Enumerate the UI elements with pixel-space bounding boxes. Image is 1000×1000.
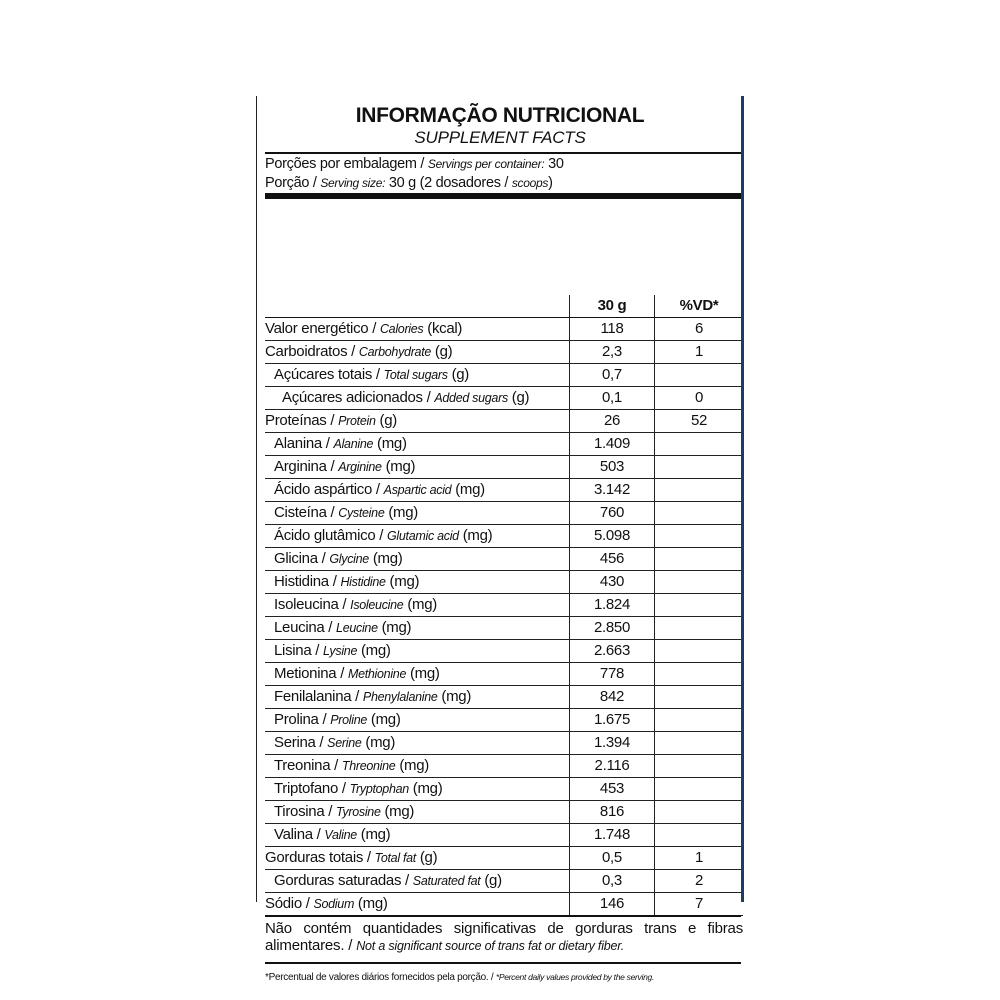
table-row (265, 731, 743, 754)
nutrient-amount: 430 (570, 570, 655, 593)
table-row (265, 800, 743, 823)
nutrient-daily-value (655, 639, 744, 662)
table-header-row (265, 295, 743, 317)
nutrient-name: Sódio / Sodium (mg) (265, 894, 388, 912)
nutrient-name: Lisina / Lysine (mg) (274, 641, 391, 659)
nutrition-label (256, 96, 743, 983)
nutrient-daily-value (655, 432, 744, 455)
nutrient-amount: 453 (570, 777, 655, 800)
table-row (265, 547, 743, 570)
nutrient-name: Leucina / Leucine (mg) (274, 618, 412, 636)
nutrient-name: Açúcares totais / Total sugars (g) (274, 365, 470, 383)
nutrient-name: Valor energético / Calories (kcal) (265, 319, 463, 337)
nutrient-daily-value (655, 593, 744, 616)
nutrient-daily-value: 1 (694, 849, 704, 867)
title-pt: INFORMAÇÃO NUTRICIONAL (355, 104, 645, 127)
table-row (265, 524, 743, 547)
table-row (265, 409, 743, 432)
daily-value-footnote: *Percentual de valores diários fornecidos pela porção. / *Percent daily values provided by the serving. (265, 972, 655, 983)
nutrient-amount: 1.824 (570, 593, 655, 616)
nutrient-name: Carboidratos / Carbohydrate (g) (265, 342, 453, 360)
nutrient-name: Cisteína / Cysteine (mg) (274, 503, 418, 521)
nutrient-amount: 1.675 (570, 708, 655, 731)
nutrient-amount: 503 (570, 455, 655, 478)
thick-divider (265, 193, 741, 199)
nutrient-name: Açúcares adicionados / Added sugars (g) (282, 388, 530, 406)
table-row (265, 386, 743, 409)
nutrient-amount: 0,3 (570, 869, 655, 892)
divider (265, 962, 741, 964)
nutrient-daily-value (655, 731, 744, 754)
nutrient-name: Gorduras totais / Total fat (g) (265, 848, 438, 866)
nutrient-amount: 456 (570, 547, 655, 570)
nutrient-amount: 5.098 (570, 524, 655, 547)
nutrient-daily-value: 52 (690, 412, 708, 430)
nutrient-amount: 816 (570, 800, 655, 823)
nutrient-name: Ácido glutâmico / Glutamic acid (mg) (274, 526, 493, 544)
nutrient-daily-value (655, 823, 744, 846)
nutrient-name: Glicina / Glycine (mg) (274, 549, 403, 567)
nutrient-amount: 26 (570, 409, 655, 432)
nutrient-amount: 0,7 (570, 363, 655, 386)
nutrient-daily-value: 6 (694, 320, 704, 338)
divider (265, 152, 741, 154)
nutrient-daily-value: 1 (694, 343, 704, 361)
divider (265, 915, 741, 917)
nutrient-amount: 0,1 (570, 386, 655, 409)
table-row (265, 754, 743, 777)
table-row (265, 639, 743, 662)
table-row (265, 501, 743, 524)
nutrient-amount: 778 (570, 662, 655, 685)
nutrient-amount: 0,5 (570, 846, 655, 869)
nutrient-name: Tirosina / Tyrosine (mg) (274, 802, 415, 820)
nutrient-name: Metionina / Methionine (mg) (274, 664, 440, 682)
nutrient-amount: 1.394 (570, 731, 655, 754)
column-header-amount: 30 g (570, 295, 655, 317)
servings-per-container: Porções por embalagem / Servings per container: 30 (265, 156, 564, 172)
label-edge-border (741, 96, 744, 902)
title-en: SUPPLEMENT FACTS (414, 128, 586, 147)
not-significant-note: Não contém quantidades significativas de gorduras trans e fibras alimentares. / Not a significant source of trans fat or dietary fiber. (265, 920, 743, 954)
nutrient-name: Isoleucina / Isoleucine (mg) (274, 595, 437, 613)
table-row (265, 662, 743, 685)
table-row (265, 363, 743, 386)
nutrient-name: Arginina / Arginine (mg) (274, 457, 416, 475)
nutrient-name: Gorduras saturadas / Saturated fat (g) (274, 871, 502, 889)
table-row (265, 455, 743, 478)
serving-size: Porção / Serving size: 30 g (2 dosadores / scoops) (265, 175, 553, 191)
nutrient-name: Histidina / Histidine (mg) (274, 572, 420, 590)
table-row (265, 869, 743, 892)
nutrient-amount: 118 (570, 317, 655, 340)
table-row (265, 892, 743, 915)
table-row (265, 685, 743, 708)
nutrient-name: Serina / Serine (mg) (274, 733, 396, 751)
nutrient-daily-value (655, 363, 744, 386)
table-row (265, 570, 743, 593)
nutrient-daily-value (655, 570, 744, 593)
nutrient-daily-value (655, 501, 744, 524)
nutrient-amount: 146 (570, 892, 655, 915)
nutrient-daily-value: 7 (694, 895, 704, 913)
nutrient-daily-value (655, 455, 744, 478)
table-row (265, 317, 743, 340)
nutrient-name: Ácido aspártico / Aspartic acid (mg) (274, 480, 485, 498)
nutrient-daily-value (655, 478, 744, 501)
nutrient-daily-value (655, 616, 744, 639)
nutrient-name: Triptofano / Tryptophan (mg) (274, 779, 443, 797)
table-row (265, 823, 743, 846)
nutrient-amount: 2.850 (570, 616, 655, 639)
table-row (265, 846, 743, 869)
nutrient-daily-value (655, 662, 744, 685)
nutrient-name: Fenilalanina / Phenylalanine (mg) (274, 687, 472, 705)
nutrition-table (265, 295, 743, 916)
table-row (265, 616, 743, 639)
nutrient-amount: 2.663 (570, 639, 655, 662)
table-row (265, 340, 743, 363)
nutrient-amount: 2,3 (570, 340, 655, 363)
nutrient-name: Treonina / Threonine (mg) (274, 756, 429, 774)
table-row (265, 432, 743, 455)
nutrient-daily-value: 2 (694, 872, 704, 890)
nutrient-amount: 1.748 (570, 823, 655, 846)
nutrient-name: Proteínas / Protein (g) (265, 411, 397, 429)
nutrient-amount: 760 (570, 501, 655, 524)
nutrient-daily-value (655, 524, 744, 547)
nutrient-amount: 842 (570, 685, 655, 708)
nutrient-daily-value (655, 547, 744, 570)
nutrient-name: Valina / Valine (mg) (274, 825, 391, 843)
nutrient-name: Alanina / Alanine (mg) (274, 434, 407, 452)
nutrient-daily-value (655, 777, 744, 800)
nutrient-daily-value (655, 685, 744, 708)
nutrient-amount: 2.116 (570, 754, 655, 777)
nutrient-daily-value: 0 (694, 389, 704, 407)
nutrient-amount: 1.409 (570, 432, 655, 455)
table-row (265, 478, 743, 501)
nutrient-amount: 3.142 (570, 478, 655, 501)
column-header-dv: %VD* (679, 297, 719, 315)
table-row (265, 593, 743, 616)
table-row (265, 708, 743, 731)
nutrient-daily-value (655, 708, 744, 731)
nutrient-daily-value (655, 800, 744, 823)
nutrient-name: Prolina / Proline (mg) (274, 710, 401, 728)
table-row (265, 777, 743, 800)
nutrient-daily-value (655, 754, 744, 777)
